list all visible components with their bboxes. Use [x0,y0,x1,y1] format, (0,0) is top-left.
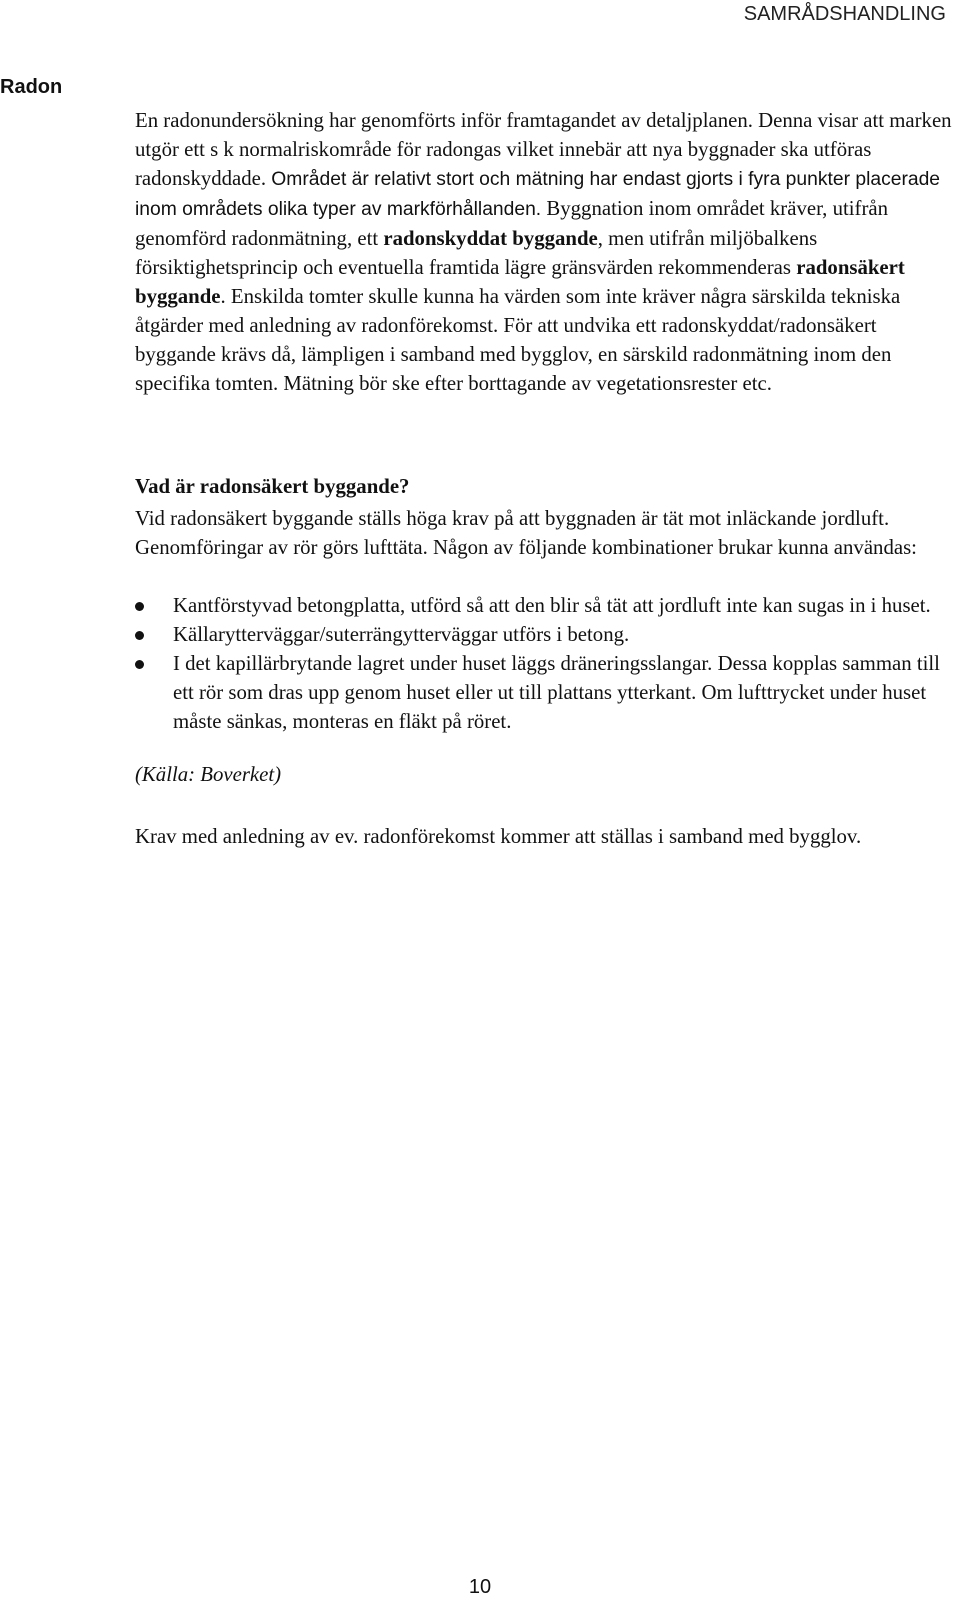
closing-paragraph: Krav med anledning av ev. radonförekomst kommer att ställas i samband med bygglov. [135,825,862,848]
paragraph-text: . Enskilda tomter skulle kunna ha värden som inte kräver några särskilda tekniska åtgärder med anledning av radonförekomst. För att undvika ett radonskyddat/radonsäkert byggande krävs då, lämpligen i samband med bygglov, en särskild radonmätning inom den specifika tomten. Mätning bör ske efter borttagande av vegetationsrester etc. [135,285,901,395]
bullet-icon [135,602,144,611]
source-citation: (Källa: Boverket) [135,763,282,786]
intro-paragraph: Vid radonsäkert byggande ställs höga krav på att byggnaden är tät mot inläckande jordluft. Genomföringar av rör görs lufttäta. Någon av följande kombinationer brukar kunna användas: [135,507,917,559]
bullet-icon [135,660,144,669]
list-item-text: Kantförstyvad betongplatta, utförd så att den blir så tät att jordluft inte kan sugas in i huset. [173,594,931,617]
list-item [135,591,955,620]
list-item-text: Källarytterväggar/suterrängytterväggar utförs i betong. [173,623,630,646]
radon-paragraph [135,106,955,398]
bullet-icon [135,631,144,640]
paragraph-text: , men utifrån miljöbalkens försiktighetsprincip och eventuella framtida lägre gränsvärden rekommenderas [135,227,818,279]
bold-term: radonskyddat byggande [383,227,598,250]
section-title: Radon [0,76,63,98]
list-item [135,649,955,736]
subheading: Vad är radonsäkert byggande? [135,475,410,498]
bold-term: radonsäkert byggande [135,256,905,308]
bullet-list [135,591,955,736]
paragraph-text: Byggnation inom området kräver, utifrån genomförd radonmätning, ett [135,197,889,250]
paragraph-text: En radonundersökning har genomförts inför framtagandet av detaljplanen. Denna visar att marken utgör ett s k normalriskområde för radongas vilket innebär att nya byggnader ska utföras radonskyddade. [135,109,952,190]
list-item [135,620,955,649]
list-item-text: I det kapillärbrytande lagret under huset läggs dräneringsslangar. Dessa kopplas samman till ett rör som dras upp genom huset eller ut till plattans ytterkant. Om lufttrycket under huset måste sänkas, monteras en fläkt på röret. [173,652,940,733]
paragraph-text: Området är relativt stort och mätning har endast gjorts i fyra punkter placerade inom områdets olika typer av markförhållanden. [135,169,941,220]
page-number: 10 [468,1576,492,1598]
document-header: SAMRÅDSHANDLING [743,3,946,25]
